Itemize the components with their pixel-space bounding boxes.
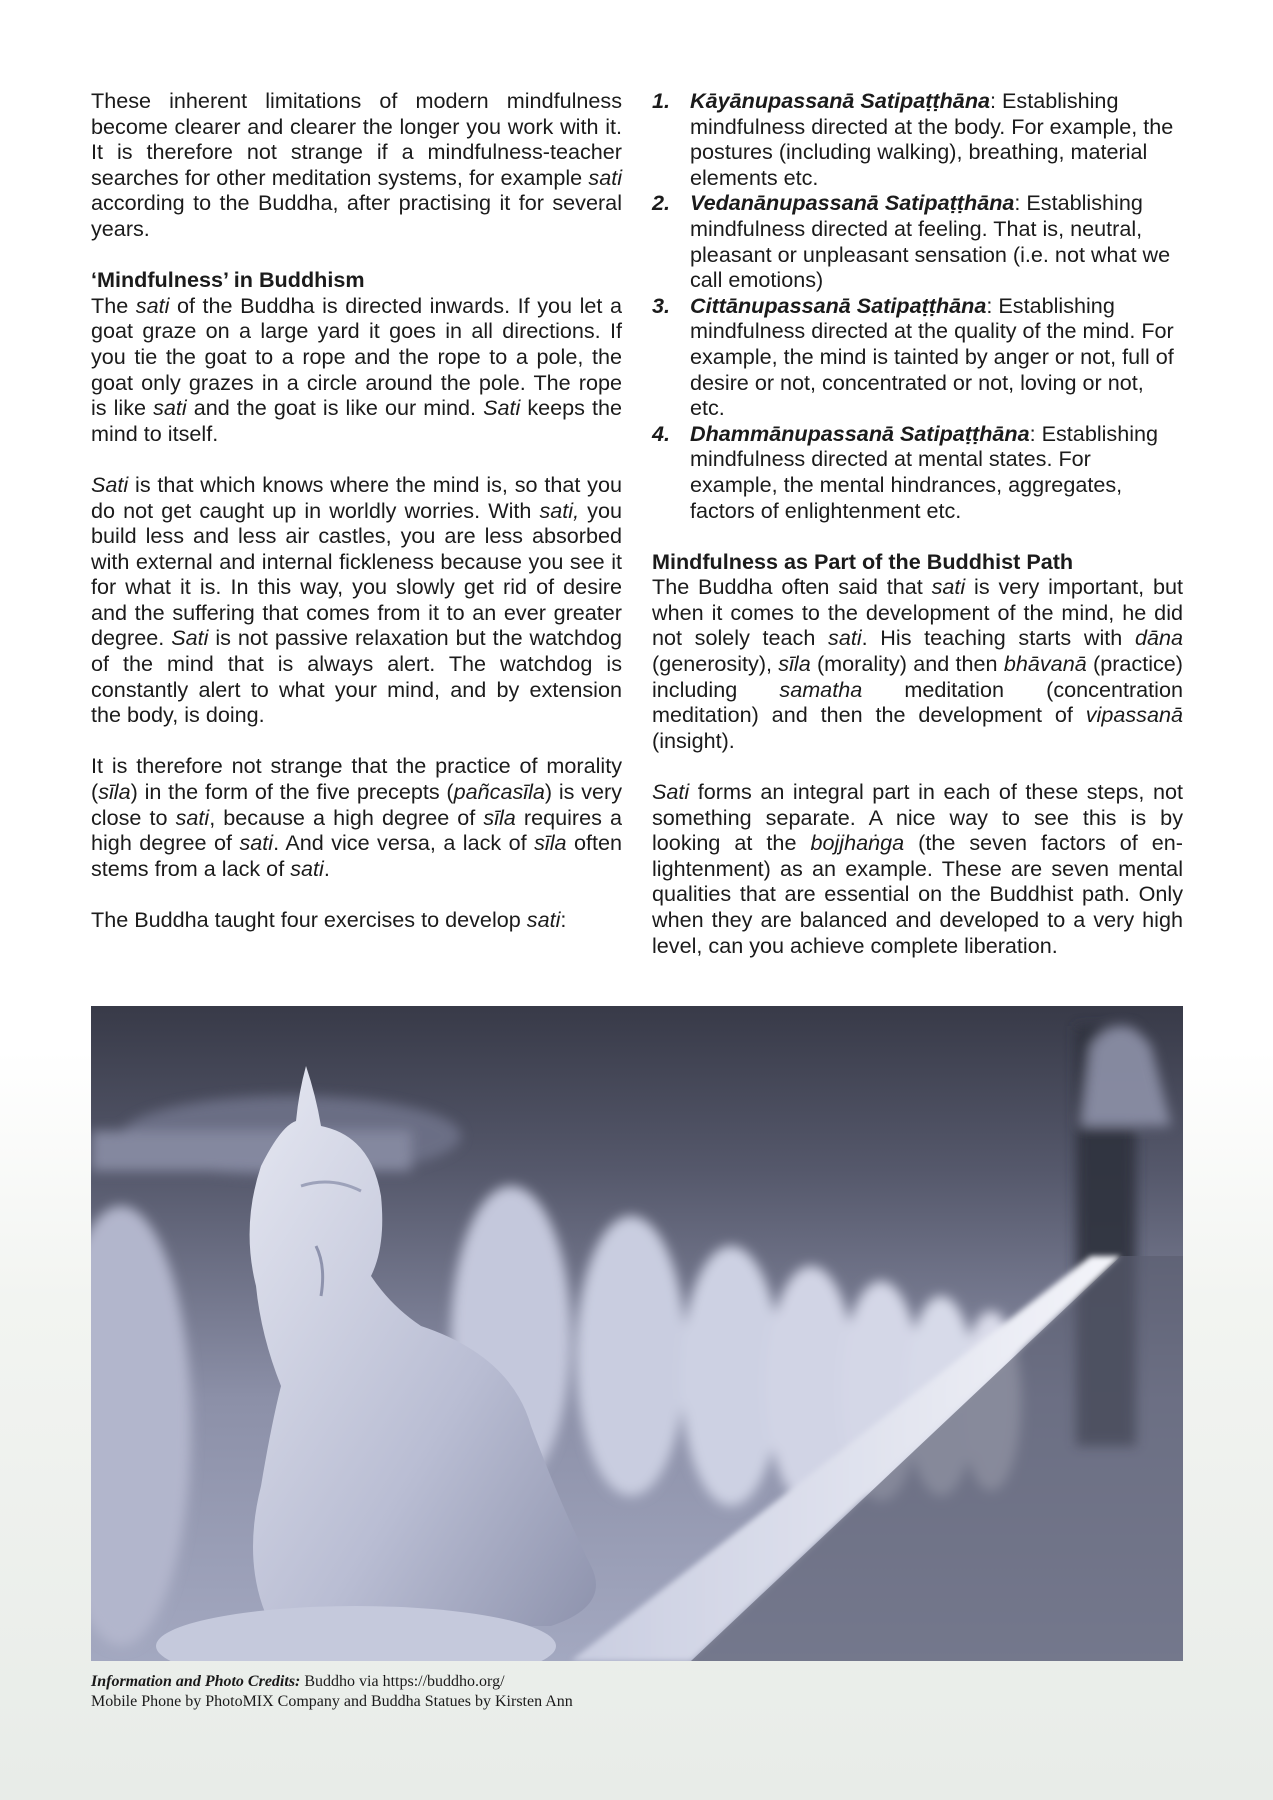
text-run: ) is very close to (91, 779, 623, 830)
section-heading-mindfulness-in-buddhism: ‘Mindfulness’ in Buddhism (91, 267, 365, 293)
pali-term: sīla (98, 779, 131, 805)
pali-term: sīla (778, 651, 811, 677)
exercise-term: Vedanānupassanā Satipaṭṭhāna (690, 190, 1015, 216)
pali-term: dāna (1134, 625, 1183, 651)
pali-term: sati (931, 574, 966, 600)
watchdog-paragraph (91, 472, 622, 728)
pali-term: samatha (779, 676, 863, 702)
text-run: . (323, 855, 330, 881)
pali-term: Sati (483, 395, 521, 421)
exercise-list (652, 88, 1183, 523)
exercise-number: 2. (652, 190, 671, 216)
pali-term: sati (175, 804, 210, 830)
exercise-number: 4. (652, 420, 671, 446)
text-run: The Buddha taught four exercises to develop (91, 907, 527, 932)
sila-paragraph (91, 753, 622, 881)
left-column (91, 88, 622, 933)
pali-term: sati, (539, 497, 580, 523)
text-run: (morality) and then (810, 651, 1004, 677)
exercise-description: : Establishing mindfulness directed at feeling. That is, neutral, pleasant or unpleasant sensation (i.e. not what we call emotions) (690, 190, 1171, 293)
exercise-term: Kāyānupassanā Satipaṭṭhāna (690, 88, 991, 113)
pali-term: sati (828, 625, 862, 651)
buddha-statues-illustration (91, 1006, 1183, 1661)
right-column (652, 88, 1183, 958)
path-paragraph (652, 574, 1183, 753)
text-run: you build less and less air castles, you are less absorbed with external and internal fickleness because you see it for what it is. In this way, you slowly get rid of desire and the suffering that comes from it to an ever greater degree. (91, 497, 622, 651)
photo-credits (91, 1672, 573, 1712)
pali-term: vipassanā (1085, 702, 1183, 728)
exercise-number: 3. (652, 292, 671, 318)
exercise-item (652, 421, 1183, 523)
credits-label: Information and Photo Credits: (91, 1673, 301, 1690)
exercise-number: 1. (652, 88, 671, 113)
exercise-item (652, 190, 1183, 292)
text-run: It is therefore not strange that the practice of morality ( (91, 753, 622, 805)
text-run: . And vice versa, a lack of (273, 830, 535, 856)
text-run: : (560, 907, 567, 932)
pali-term: bojjhaṅga (810, 830, 905, 856)
exercise-term: Cittānupassanā Satipaṭṭhāna (690, 292, 987, 318)
pali-term: sati (526, 907, 561, 932)
pali-term: pañcasīla (453, 779, 545, 805)
text-run: requires a high degree of (91, 804, 622, 856)
pali-term: sati (153, 395, 187, 421)
credits-source: Buddho via https://buddho.org/ (300, 1673, 505, 1690)
pali-term: sati (588, 164, 622, 190)
exercise-description: : Establishing mindfulness directed at the quality of the mind. For example, the mind is tainted by anger or not, full of desire or not, concentrated or not, loving or not, etc. (690, 292, 1174, 421)
pali-term: Sati (91, 471, 129, 497)
text-run: often stems from a lack of (91, 830, 622, 881)
exercise-term: Dhammānupassanā Satipaṭṭhāna (690, 420, 1030, 446)
text-run: meditation (concentration meditation) and then the development of (652, 676, 1183, 728)
text-run: , because a high degree of (209, 804, 484, 830)
pali-term: sīla (534, 830, 567, 856)
pali-term: sati (239, 830, 274, 856)
text-run: of the Buddha is directed inwards. If you let a goat graze on a large yard it goes in all directions. If you tie the goat to a rope and the rope to a pole, the goat only grazes in a circle around the pole. The rope is like (91, 292, 622, 421)
text-run: The Buddha often said that (652, 574, 932, 600)
text-run: and the goat is like our mind. (186, 395, 484, 421)
pali-term: Sati (171, 625, 209, 651)
text-run: keeps the mind to itself. (91, 395, 622, 446)
text-run: The (91, 292, 136, 318)
exercise-item (652, 293, 1183, 421)
goat-paragraph (91, 293, 622, 447)
pali-term: sati (135, 292, 170, 318)
text-run: (the seven factors of enlightenment) as an example. These are seven mental qualities that are essential on the Buddhist path. Only when they are balanced and developed to a very high level, can you achieve complete liberation. (652, 830, 1183, 958)
text-run: . His teaching starts with (861, 625, 1135, 651)
pali-term: sati (290, 855, 324, 881)
intro-paragraph (91, 88, 622, 242)
buddha-statues-photo (91, 1006, 1183, 1661)
text-run: (insight). (652, 727, 735, 753)
section-heading-buddhist-path: Mindfulness as Part of the Buddhist Path (652, 548, 1074, 574)
credits-line-2: Mobile Phone by PhotoMIX Company and Buddha Statues by Kirsten Ann (91, 1693, 573, 1710)
text-run: is very important, but when it comes to the development of the mind, he did not solely teach (652, 574, 1183, 651)
text-run: These inherent limitations of modern mindfulness become clearer and clearer the longer you work with it. It is therefore not strange if a mindfulness-teacher searches for other meditation systems, for example (91, 88, 622, 190)
exercise-description: : Establishing mindfulness directed at mental states. For example, the mental hindrances, aggregates, factors of enlightenment etc. (690, 420, 1159, 523)
text-run: forms an integral part in each of these steps, not something separate. A nice way to see this is by looking at the (652, 779, 1183, 856)
text-run: (generosity), (652, 651, 779, 677)
credits-line-1 (91, 1672, 573, 1692)
pali-term: Sati (652, 779, 690, 805)
bojjhanga-paragraph (652, 779, 1183, 958)
text-run: ) in the form of the five precepts ( (130, 779, 454, 805)
pali-term: bhāvanā (1003, 651, 1087, 677)
text-run: according to the Buddha, after practising it for several years. (91, 190, 622, 241)
text-run: is that which knows where the mind is, so that you do not get caught up in worldly worries. With (91, 471, 622, 523)
text-run: (practice) including (652, 651, 1183, 702)
text-run: is not passive relaxation but the watchdog of the mind that is always alert. The watchdog is constantly alert to what your mind, and by extension the body, is doing. (91, 625, 622, 728)
exercise-item (652, 88, 1183, 190)
pali-term: sīla (483, 804, 516, 830)
four-exercises-intro (91, 907, 622, 933)
exercise-description: : Establishing mindfulness directed at the body. For example, the postures (including walking), breathing, material elements etc. (690, 88, 1174, 190)
